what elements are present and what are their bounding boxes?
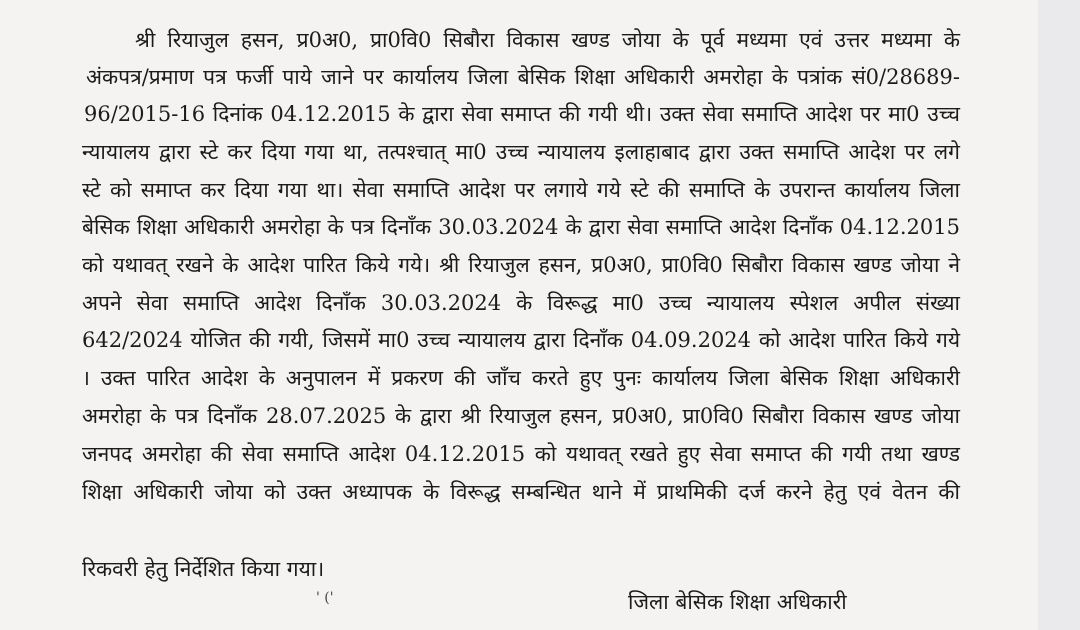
body-line-last: रिकवरी हेतु निर्देशित किया गया।	[82, 557, 325, 581]
body-line: अंकपत्र/प्रमाण पत्र फर्जी पाये जाने पर कार्यालय जिला बेसिक शिक्षा अधिकारी अमरोहा के पत्रांक सं0/28689-	[86, 65, 960, 89]
body-line: को यथावत् रखने के आदेश पारित किये गये। श्री रियाजुल हसन, प्र0अ0, प्रा0वि0 सिबौरा विकास खण्ड जोया ने	[82, 253, 960, 277]
body-line: स्टे को समाप्त कर दिया गया था। सेवा समाप्ति आदेश पर लगाये गये स्टे की समाप्ति के उपरान्त कार्यालय जिला	[82, 178, 960, 202]
body-line: शिक्षा अधिकारी जोया को उक्त अध्यापक के विरूद्ध सम्बन्धित थाने में प्राथमिकी दर्ज करने हेतु एवं वेतन की	[82, 480, 960, 504]
background-margin	[1038, 0, 1080, 630]
body-line: । उक्त पारित आदेश के अनुपालन में प्रकरण की जाँच करते हुए पुनः कार्यालय जिला बेसिक शिक्षा अधिकारी	[82, 366, 960, 390]
signatory-title: जिला बेसिक शिक्षा अधिकारी	[628, 590, 847, 614]
body-line: 96/2015-16 दिनांक 04.12.2015 के द्वारा सेवा समाप्त की गयी थी। उक्त सेवा समाप्ति आदेश पर मा0 उच्च	[84, 102, 960, 126]
body-line: जनपद अमरोहा की सेवा समाप्ति आदेश 04.12.2015 को यथावत् रखते हुए सेवा समाप्त की गयी तथा खण्ड	[82, 442, 960, 466]
body-line: अमरोहा के पत्र दिनाँक 28.07.2025 के द्वारा श्री रियाजुल हसन, प्र0अ0, प्रा0वि0 सिबौरा विकास खण्ड जोया	[82, 404, 960, 428]
stray-mark: ' ('	[316, 590, 334, 606]
body-line: 642/2024 योजित की गयी, जिसमें मा0 उच्च न्यायालय द्वारा दिनाँक 04.09.2024 को आदेश पारित किये गये	[82, 328, 960, 352]
body-line: न्यायालय द्वारा स्टे कर दिया गया था, तत्पश्चात् मा0 उच्च न्यायालय इलाहाबाद द्वारा उक्त समाप्ति आदेश पर लगे	[82, 140, 960, 164]
body-line: बेसिक शिक्षा अधिकारी अमरोहा के पत्र दिनाँक 30.03.2024 के द्वारा सेवा समाप्ति आदेश दिनाँक 04.12.2015	[82, 215, 960, 239]
body-line: श्री रियाजुल हसन, प्र0अ0, प्रा0वि0 सिबौरा विकास खण्ड जोया के पूर्व मध्यमा एवं उत्तर मध्यमा के	[135, 28, 960, 52]
body-line: अपने सेवा समाप्ति आदेश दिनाँक 30.03.2024 के विरूद्ध मा0 उच्च न्यायालय स्पेशल अपील संख्या	[82, 291, 960, 315]
